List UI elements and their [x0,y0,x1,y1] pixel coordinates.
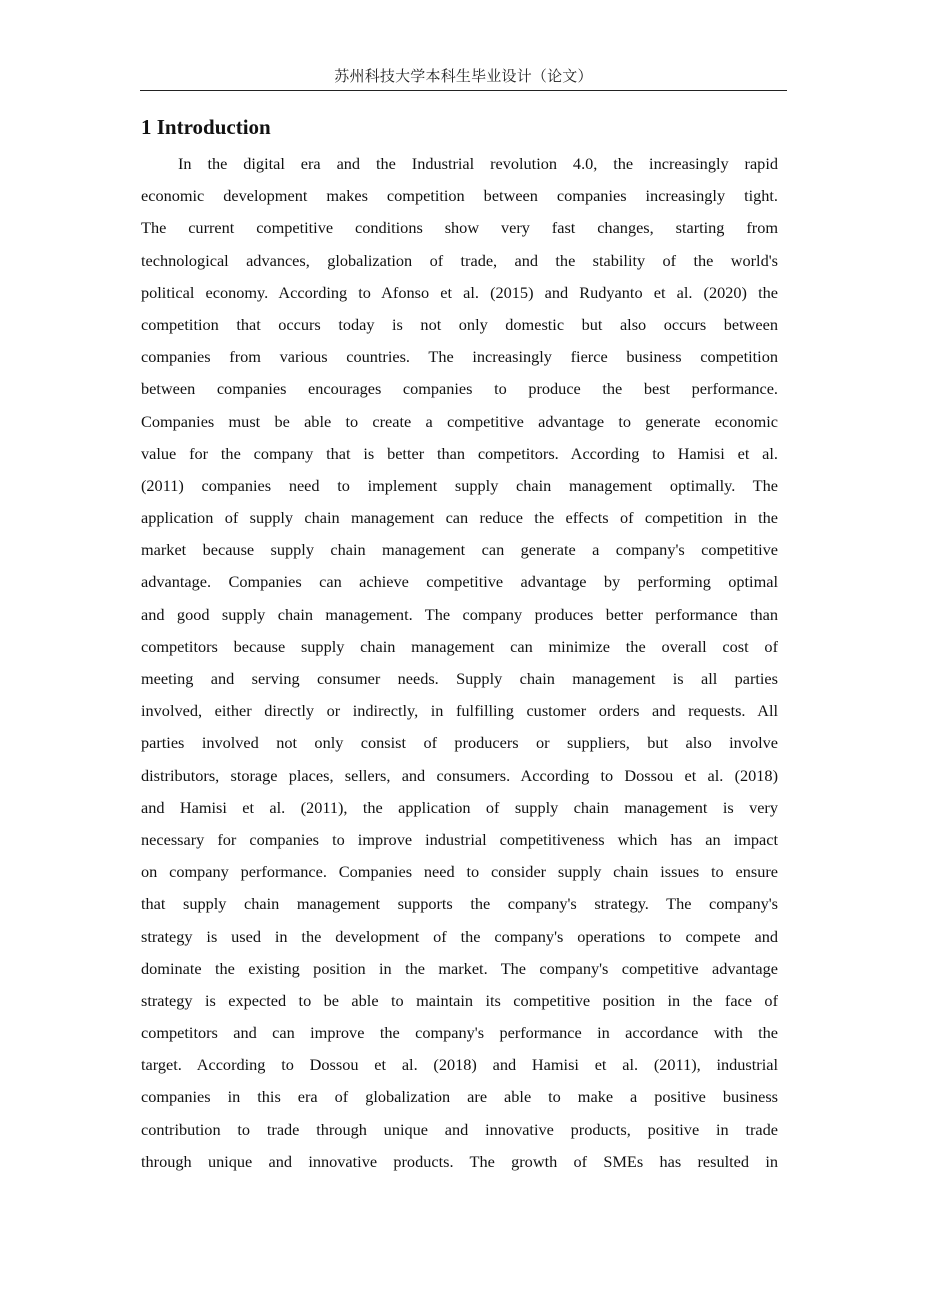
paragraph-line: economic development makes competition between companies increasingly tight. [141,186,778,206]
paragraph-line: technological advances, globalization of trade, and the stability of the world's [141,250,778,270]
paragraph-line: contribution to trade through unique and innovative products, positive in trade [141,1119,778,1139]
paragraph-line: competition that occurs today is not only domestic but also occurs between [141,314,778,334]
paragraph-line: parties involved not only consist of producers or suppliers, but also involve [141,733,778,753]
paragraph-line: target. According to Dossou et al. (2018) and Hamisi et al. (2011), industrial [141,1055,778,1075]
paragraph-line: between companies encourages companies to produce the best performance. [141,379,778,399]
paragraph-line: necessary for companies to improve industrial competitiveness which has an impact [141,829,778,849]
paragraph-line: competitors because supply chain management can minimize the overall cost of [141,636,778,656]
paragraph-line: market because supply chain management can generate a company's competitive [141,540,778,560]
paragraph-line: strategy is used in the development of the company's operations to compete and [141,926,778,946]
paragraph-line: value for the company that is better than competitors. According to Hamisi et al. [141,443,778,463]
section-heading: 1 Introduction [141,115,271,139]
paragraph-line: The current competitive conditions show very fast changes, starting from [141,218,778,238]
paragraph-line: and Hamisi et al. (2011), the application of supply chain management is very [141,797,778,817]
paragraph-line: competitors and can improve the company's performance in accordance with the [141,1023,778,1043]
paragraph-line: and good supply chain management. The company produces better performance than [141,604,778,624]
paragraph-line: companies in this era of globalization are able to make a positive business [141,1087,778,1107]
running-header-title: 苏州科技大学本科生毕业设计（论文） [334,67,593,85]
paragraph-line: involved, either directly or indirectly, in fulfilling customer orders and requests. All [141,701,778,721]
paragraph-line: application of supply chain management can reduce the effects of competition in the [141,508,778,528]
paragraph-line: Companies must be able to create a competitive advantage to generate economic [141,411,778,431]
paragraph-line: political economy. According to Afonso et al. (2015) and Rudyanto et al. (2020) the [141,282,778,302]
paragraph-line: on company performance. Companies need to consider supply chain issues to ensure [141,862,778,882]
paragraph-line: advantage. Companies can achieve competitive advantage by performing optimal [141,572,778,592]
paragraph-line: through unique and innovative products. The growth of SMEs has resulted in [141,1151,778,1171]
paragraph-line: In the digital era and the Industrial revolution 4.0, the increasingly rapid [178,154,778,173]
running-header [140,64,787,91]
paragraph-line: strategy is expected to be able to maintain its competitive position in the face of [141,990,778,1010]
paragraph-line: that supply chain management supports the company's strategy. The company's [141,894,778,914]
paragraph-line: (2011) companies need to implement supply chain management optimally. The [141,475,778,495]
body-paragraph [141,148,778,1178]
paragraph-line: companies from various countries. The increasingly fierce business competition [141,347,778,367]
paragraph-line: distributors, storage places, sellers, and consumers. According to Dossou et al. (2018) [141,765,778,785]
paragraph-line: dominate the existing position in the market. The company's competitive advantage [141,958,778,978]
paragraph-line: meeting and serving consumer needs. Supply chain management is all parties [141,669,778,688]
